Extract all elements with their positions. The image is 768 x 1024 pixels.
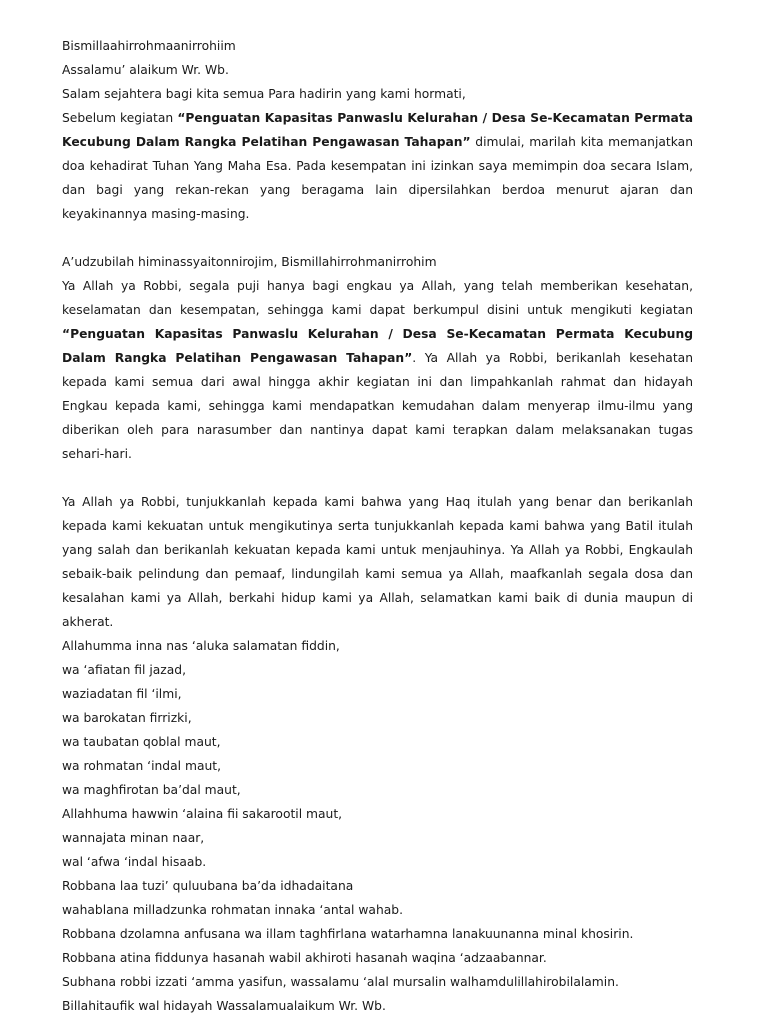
event-title-2: “Penguatan Kapasitas Panwaslu Kelurahan / Desa Se-Kecamatan Permata Kecubung Dalam Rangka Pelatihan Pengawasan Tahapan”: [62, 327, 693, 365]
salutation-line: Salam sejahtera bagi kita semua Para hadirin yang kami hormati,: [62, 87, 466, 101]
paragraph-spacer: [62, 226, 693, 250]
prayer-line: wannajata minan naar,: [62, 831, 205, 845]
prayer-line: wa maghfirotan ba’dal maut,: [62, 783, 241, 797]
opening-paragraph: [62, 106, 693, 226]
prayer-line: Robbana laa tuzi’ quluubana ba’da idhadaitana: [62, 879, 354, 893]
opening-paragraph-lead: Sebelum kegiatan: [62, 111, 178, 125]
prayer-line: wa barokatan firrizki,: [62, 711, 192, 725]
prayer-line: Robbana dzolamna anfusana wa illam taghfirlana watarhamna lanakuunanna minal khosirin.: [62, 927, 634, 941]
opening-paragraph-rest: dimulai, marilah kita memanjatkan doa kehadirat Tuhan Yang Maha Esa. Pada kesempatan ini izinkan saya memimpin doa secara Islam, dan bagi yang rekan-rekan yang beragama lain dipersilahkan berdoa menurut ajaran dan keyakinannya masing-masing.: [62, 135, 693, 221]
greeting-line: Assalamu’ alaikum Wr. Wb.: [62, 63, 229, 77]
event-title-1: “Penguatan Kapasitas Panwaslu Kelurahan / Desa Se-Kecamatan Permata Kecubung Dalam Rangka Pelatihan Pengawasan Tahapan”: [62, 111, 693, 149]
prayer-line: wal ‘afwa ‘indal hisaab.: [62, 855, 207, 869]
document-page: [62, 34, 693, 1018]
closing-line: Billahitaufik wal hidayah Wassalamualaikum Wr. Wb.: [62, 999, 386, 1013]
prayer-line: waziadatan fil ‘ilmi,: [62, 687, 182, 701]
gratitude-paragraph-lead: Ya Allah ya Robbi, segala puji hanya bagi engkau ya Allah, yang telah memberikan kesehatan, keselamatan dan kesempatan, sehingga kami dapat berkumpul disini untuk mengikuti kegiatan: [62, 279, 693, 317]
gratitude-paragraph-rest: . Ya Allah ya Robbi, berikanlah kesehatan kepada kami semua dari awal hingga akhir kegiatan ini dan limpahkanlah rahmat dan hidayah Engkau kepada kami, sehingga kami mendapatkan kemudahan dalam menyerap ilmu-ilmu yang diberikan oleh para narasumber dan nantinya dapat kami terapkan dalam melaksanakan tugas sehari-hari.: [62, 351, 693, 461]
basmalah-line: Bismillaahirrohmaanirrohiim: [62, 39, 236, 53]
prayer-line: wa ‘afiatan fil jazad,: [62, 663, 187, 677]
prayer-line: Subhana robbi izzati ‘amma yasifun, wassalamu ‘alal mursalin walhamdulillahirobilalamin.: [62, 975, 619, 989]
prayer-line: wa taubatan qoblal maut,: [62, 735, 221, 749]
prayer-line: wa rohmatan ‘indal maut,: [62, 759, 222, 773]
prayer-line: Allahumma inna nas ‘aluka salamatan fiddin,: [62, 639, 340, 653]
prayer-line: wahablana milladzunka rohmatan innaka ‘antal wahab.: [62, 903, 403, 917]
paragraph-spacer: [62, 466, 693, 490]
gratitude-paragraph: [62, 274, 693, 466]
supplication-paragraph: Ya Allah ya Robbi, tunjukkanlah kepada kami bahwa yang Haq itulah yang benar dan berikanlah kepada kami kekuatan untuk mengikutinya serta tunjukkanlah kepada kami bahwa yang Batil itulah yang salah dan berikanlah kekuatan kepada kami untuk menjauhinya. Ya Allah ya Robbi, Engkaulah sebaik-baik pelindung dan pemaaf, lindungilah kami semua ya Allah, maafkanlah segala dosa dan kesalahan kami ya Allah, berkahi hidup kami ya Allah, selamatkan kami baik di dunia maupun di akherat.: [62, 495, 693, 629]
prayer-line: Allahhuma hawwin ‘alaina fii sakarootil maut,: [62, 807, 343, 821]
taawudz-line: A’udzubilah himinassyaitonnirojim, Bismillahirrohmanirrohim: [62, 255, 437, 269]
prayer-line: Robbana atina fiddunya hasanah wabil akhiroti hasanah waqina ‘adzaabannar.: [62, 951, 547, 965]
